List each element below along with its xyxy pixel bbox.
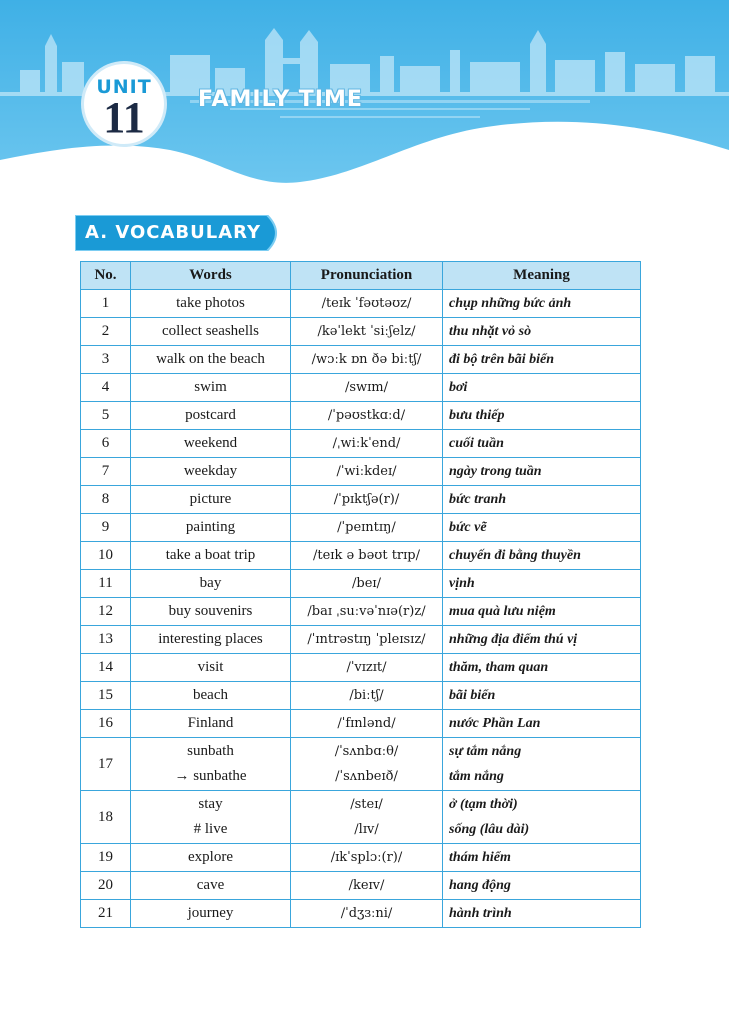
cell-word: buy souvenirs [131, 598, 291, 626]
cell-meaning: cuối tuần [443, 430, 641, 458]
cell-word: visit [131, 654, 291, 682]
cell-pronunciation: /ˈvɪzɪt/ [291, 654, 443, 682]
cell-word: collect seashells [131, 318, 291, 346]
cell-no: 18 [81, 791, 131, 844]
cell-no: 14 [81, 654, 131, 682]
cell-no: 13 [81, 626, 131, 654]
cell-pronunciation: /ˈdʒɜːni/ [291, 900, 443, 928]
cell-no: 17 [81, 738, 131, 791]
unit-title: FAMILY TIME [198, 87, 363, 112]
table-row [81, 654, 641, 682]
cell-no: 7 [81, 458, 131, 486]
cell-no: 10 [81, 542, 131, 570]
table-row [81, 290, 641, 318]
cell-no: 9 [81, 514, 131, 542]
cell-pronunciation: /wɔːk ɒn ðə biːtʃ/ [291, 346, 443, 374]
table-row [81, 900, 641, 928]
table-row [81, 542, 641, 570]
cell-word: Finland [131, 710, 291, 738]
cell-word: weekend [131, 430, 291, 458]
cell-word: cave [131, 872, 291, 900]
cell-no: 6 [81, 430, 131, 458]
cell-meaning: mua quà lưu niệm [443, 598, 641, 626]
cell-word: beach [131, 682, 291, 710]
cell-meaning: bơi [443, 374, 641, 402]
cell-no: 5 [81, 402, 131, 430]
cell-word: swim [131, 374, 291, 402]
cell-meaning: thám hiểm [443, 844, 641, 872]
cell-pronunciation-line: /ˈsʌnbɑːθ/ [334, 744, 399, 759]
table-row [81, 682, 641, 710]
cell-pronunciation [291, 791, 443, 844]
cell-pronunciation: /ˈwiːkdeɪ/ [291, 458, 443, 486]
cell-meaning: hang động [443, 872, 641, 900]
table-row [81, 598, 641, 626]
cell-meaning: thu nhặt vỏ sò [443, 318, 641, 346]
cell-meaning: ngày trong tuần [443, 458, 641, 486]
cell-pronunciation: /biːtʃ/ [291, 682, 443, 710]
cell-word: bay [131, 570, 291, 598]
cell-word-line: stay [198, 796, 223, 812]
section-title: A. VOCABULARY [85, 222, 262, 243]
cell-pronunciation: /ˈfɪnlənd/ [291, 710, 443, 738]
header-words: Words [131, 262, 291, 290]
cell-pronunciation: /ˈpɪktʃə(r)/ [291, 486, 443, 514]
cell-meaning: đi bộ trên bãi biển [443, 346, 641, 374]
table-row [81, 791, 641, 844]
table-row [81, 514, 641, 542]
cell-meaning-line: sự tắm nắng [449, 744, 522, 759]
cell-word: interesting places [131, 626, 291, 654]
cell-meaning-line: sống (lâu dài) [449, 822, 530, 837]
cell-word: postcard [131, 402, 291, 430]
table-row [81, 402, 641, 430]
cell-pronunciation-line: /ˈsʌnbeɪð/ [335, 769, 398, 784]
unit-number: 11 [103, 93, 145, 142]
cell-no: 11 [81, 570, 131, 598]
cell-no: 3 [81, 346, 131, 374]
table-row [81, 430, 641, 458]
table-row [81, 458, 641, 486]
cell-pronunciation: /ˌwiːkˈend/ [291, 430, 443, 458]
cell-word: take a boat trip [131, 542, 291, 570]
cell-meaning: chuyến đi bằng thuyền [443, 542, 641, 570]
cell-word: journey [131, 900, 291, 928]
cell-word-line: sunbath [187, 743, 234, 759]
cell-no: 15 [81, 682, 131, 710]
table-row [81, 374, 641, 402]
table-row [81, 872, 641, 900]
cell-meaning: chụp những bức ảnh [443, 290, 641, 318]
cell-meaning: nước Phần Lan [443, 710, 641, 738]
cell-no: 8 [81, 486, 131, 514]
cell-pronunciation: /beɪ/ [291, 570, 443, 598]
table-row [81, 318, 641, 346]
cell-pronunciation [291, 738, 443, 791]
cell-no: 12 [81, 598, 131, 626]
section-tab [75, 215, 285, 251]
cell-no: 2 [81, 318, 131, 346]
cell-meaning [443, 738, 641, 791]
table-row [81, 738, 641, 791]
cell-pronunciation: /baɪ ˌsuːvəˈnɪə(r)z/ [291, 598, 443, 626]
cell-word: explore [131, 844, 291, 872]
cell-word: painting [131, 514, 291, 542]
cell-meaning: thăm, tham quan [443, 654, 641, 682]
table-row [81, 844, 641, 872]
unit-label: UNIT [96, 76, 152, 98]
cell-pronunciation: /teɪk ˈfəʊtəʊz/ [291, 290, 443, 318]
cell-meaning: bức tranh [443, 486, 641, 514]
cell-no: 21 [81, 900, 131, 928]
cell-meaning: vịnh [443, 570, 641, 598]
cell-pronunciation: /teɪk ə bəʊt trɪp/ [291, 542, 443, 570]
cell-word: walk on the beach [131, 346, 291, 374]
cell-meaning [443, 791, 641, 844]
cell-word-line: # live [193, 821, 228, 837]
cell-word: take photos [131, 290, 291, 318]
cell-word [131, 791, 291, 844]
table-row [81, 710, 641, 738]
unit-badge [84, 64, 164, 144]
cell-pronunciation: /ˈpəʊstkɑːd/ [291, 402, 443, 430]
cell-no: 20 [81, 872, 131, 900]
cell-pronunciation: /ɪkˈsplɔː(r)/ [291, 844, 443, 872]
cell-meaning: bãi biển [443, 682, 641, 710]
cell-meaning: bưu thiếp [443, 402, 641, 430]
cell-word [131, 738, 291, 791]
cell-word: weekday [131, 458, 291, 486]
table-row [81, 626, 641, 654]
cell-meaning-line: ở (tạm thời) [449, 797, 518, 812]
cell-meaning-line: tắm nắng [449, 769, 504, 784]
cell-no: 16 [81, 710, 131, 738]
cell-pronunciation-line: /lɪv/ [354, 822, 379, 837]
header-pronunciation: Pronunciation [291, 262, 443, 290]
cell-pronunciation: /ˈɪntrəstɪŋ ˈpleɪsɪz/ [291, 626, 443, 654]
cell-meaning: những địa điểm thú vị [443, 626, 641, 654]
cell-pronunciation: /kəˈlekt ˈsiːʃelz/ [291, 318, 443, 346]
header-meaning: Meaning [443, 262, 641, 290]
table-header-row [81, 262, 641, 290]
table-body [81, 290, 641, 928]
cell-pronunciation: /ˈpeɪntɪŋ/ [291, 514, 443, 542]
cell-pronunciation-line: /steɪ/ [350, 797, 383, 812]
cell-pronunciation: /keɪv/ [291, 872, 443, 900]
table-row [81, 570, 641, 598]
vocabulary-table [80, 261, 641, 928]
cell-meaning: hành trình [443, 900, 641, 928]
cell-word-line: → sunbathe [174, 768, 247, 784]
header-no: No. [81, 262, 131, 290]
table-row [81, 486, 641, 514]
cell-word: picture [131, 486, 291, 514]
cell-meaning: bức vẽ [443, 514, 641, 542]
table-row [81, 346, 641, 374]
cell-pronunciation: /swɪm/ [291, 374, 443, 402]
cell-no: 19 [81, 844, 131, 872]
cell-no: 1 [81, 290, 131, 318]
cell-no: 4 [81, 374, 131, 402]
